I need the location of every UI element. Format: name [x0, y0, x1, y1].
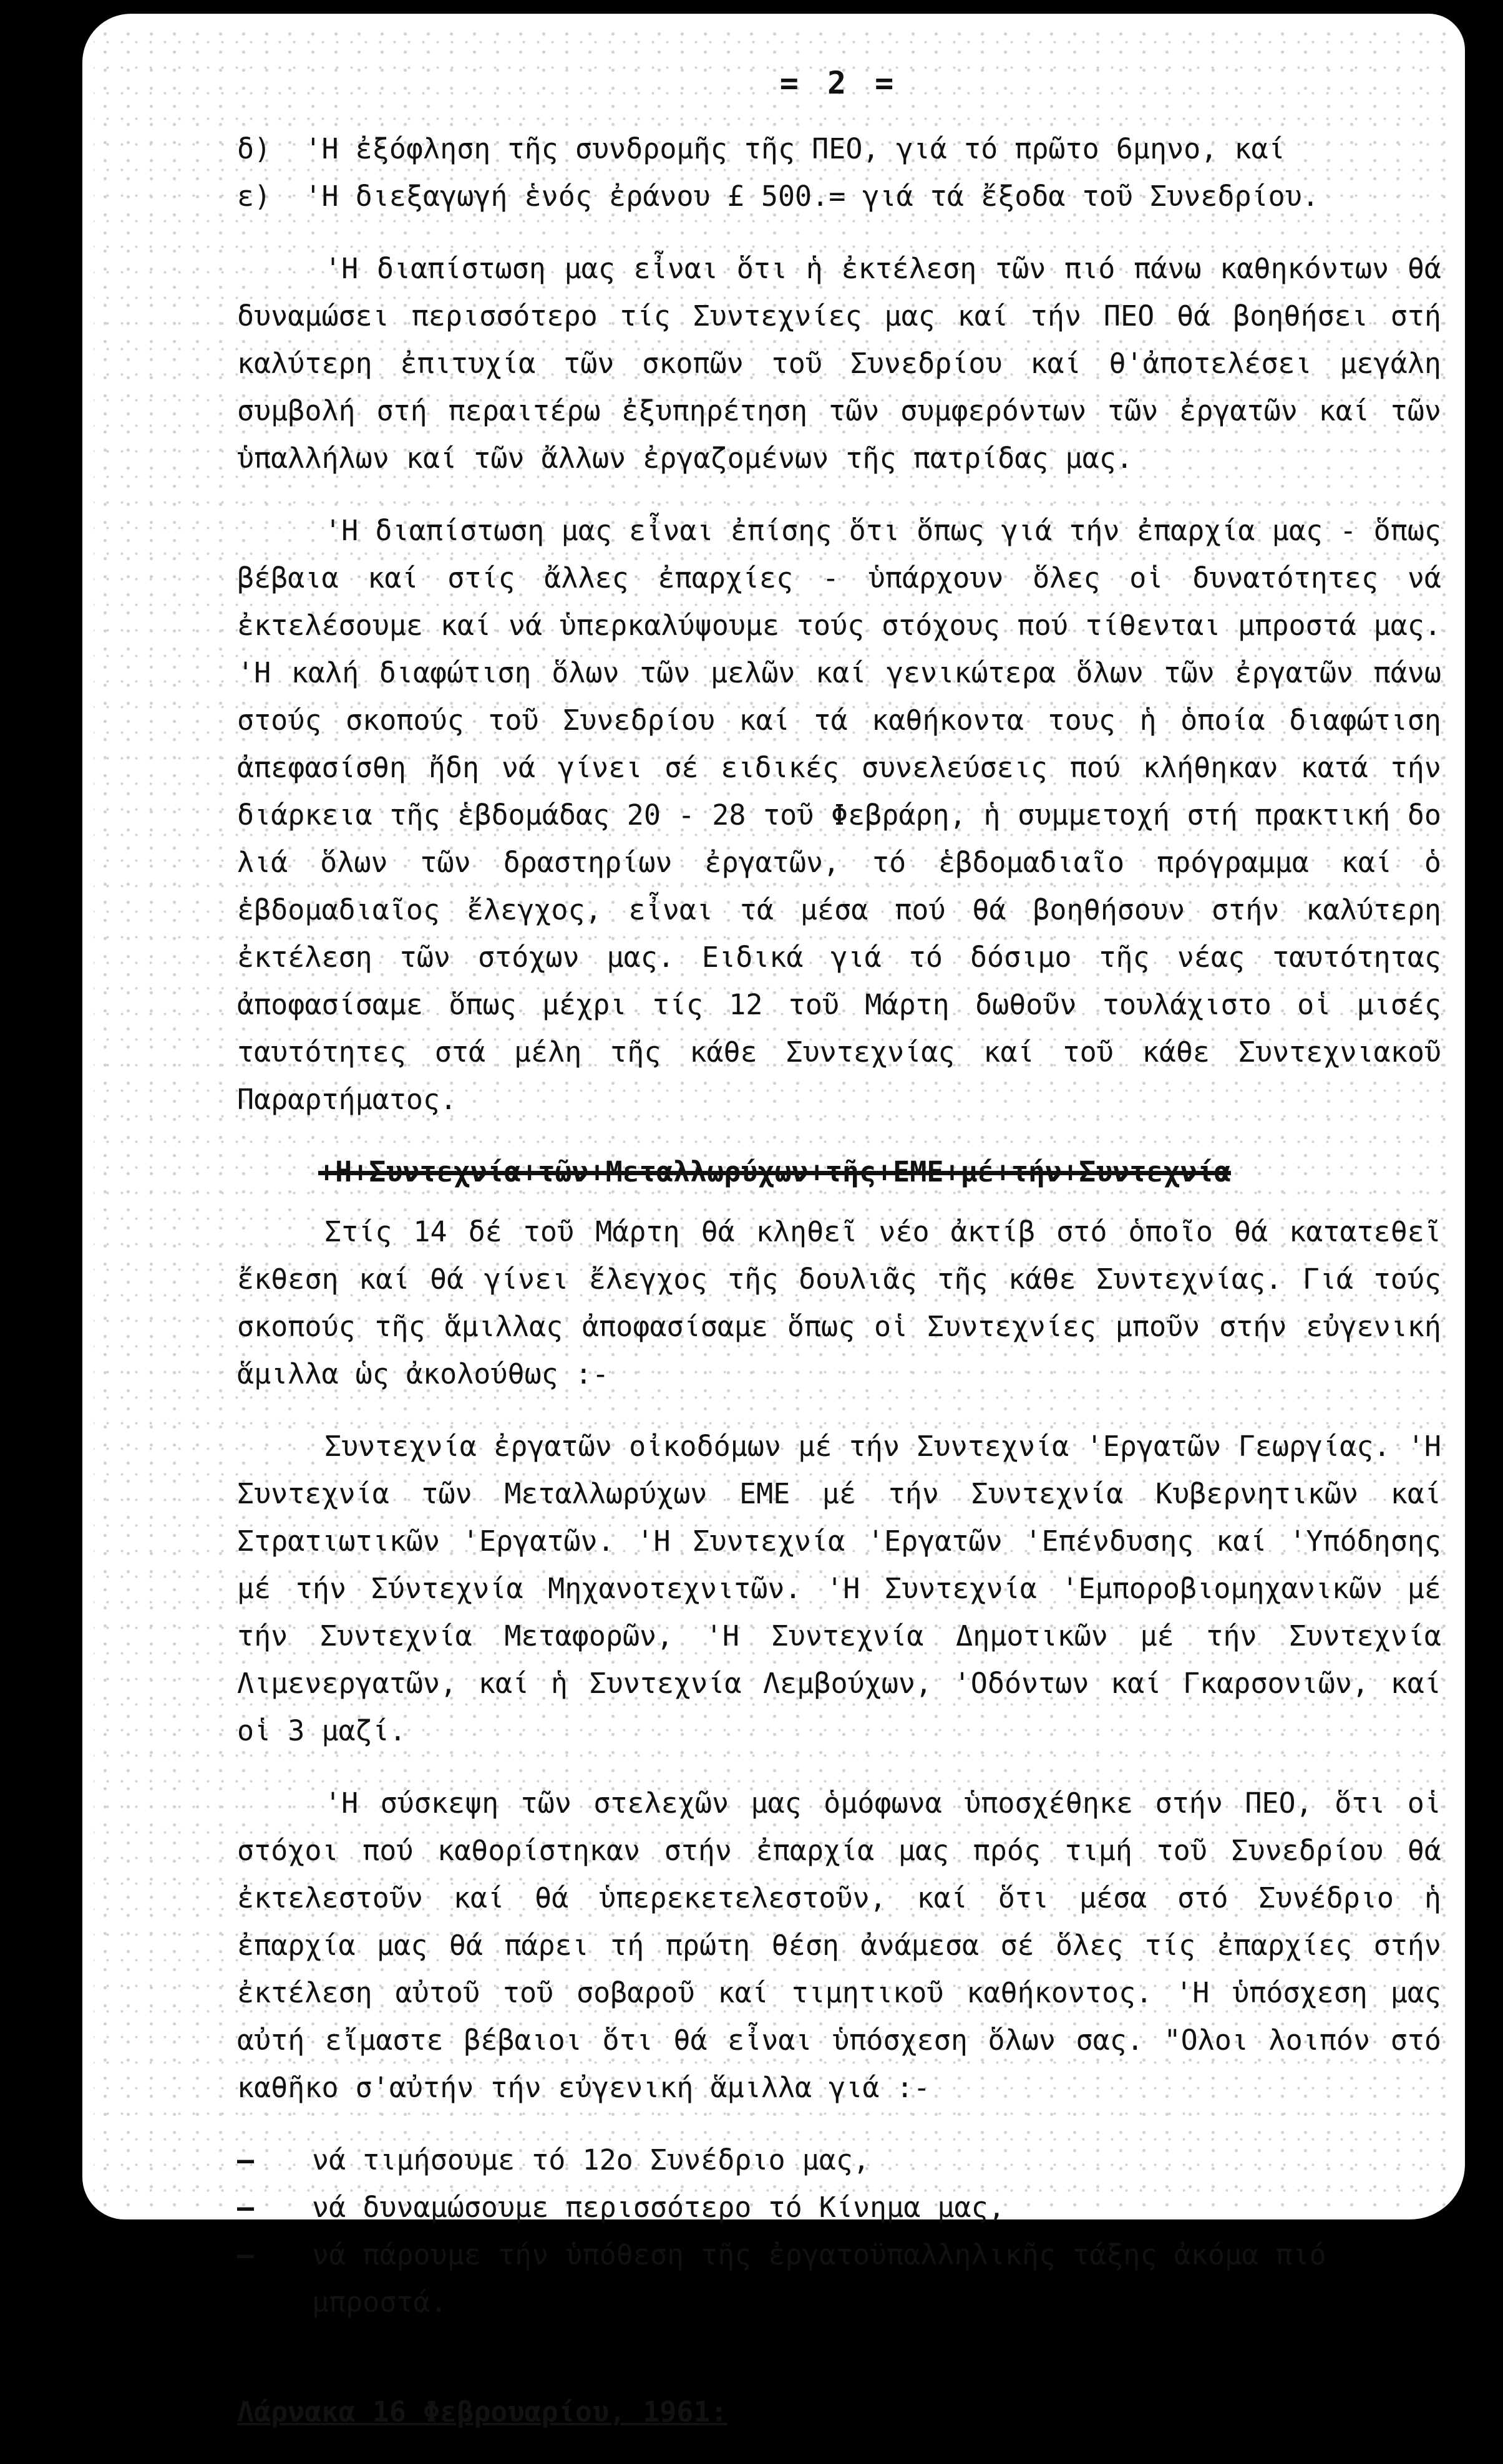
list-item — [237, 2231, 1441, 2326]
paragraph-2: 'Η διαπίστωση μας εἶναι ἐπίσης ὅτι ὅπως γιά τήν ἐπαρχία μας - ὅπως βέβαια καί στίς ἄλλες ἐπαρχίες - ὑπάρχουν ὅλες οἱ δυνατότητες νά ἐκτελέσουμε καί νά ὑπερκαλύψουμε τούς στόχους πού τίθενται μπροστά μας. 'Η καλή διαφώτιση ὅλων τῶν μελῶν καί γενικώτερα ὅλων τῶν ἐργατῶν πάνω στούς σκοπούς τοῦ Συνεδρίου καί τά καθήκοντα τους ἡ ὁποία διαφώτιση ἀπεφασίσθη ἤδη νά γίνει σέ ειδικές συνελεύσεις πού κλήθηκαν κατά τήν διάρκεια τῆς ἑβδομάδας 20 - 28 τοῦ Φεβράρη, ἡ συμμετοχή στή πρακτική δο λιά ὅλων τῶν δραστηρίων ἐργατῶν, τό ἑβδομαδιαῖο πρόγραμμα καί ὁ ἑβδομαδιαῖος ἔλεγχος, εἶναι τά μέσα πού θά βοηθήσουν στήν καλύτερη ἐκτέλεση τῶν στόχων μας. Ειδικά γιά τό δόσιμο τῆς νέας ταυτότητας ἀποφασίσαμε ὅπως μέχρι τίς 12 τοῦ Μάρτη δωθοῦν τουλάχιστο οἱ μισές ταυτότητες στά μέλη τῆς κάθε Συντεχνίας καί τοῦ κάθε Συντεχνιακοῦ Παραρτήματος. — [237, 514, 1441, 1116]
paragraph-5: 'Η σύσκεψη τῶν στελεχῶν μας ὁμόφωνα ὑποσχέθηκε στήν ΠΕΟ, ὅτι οἱ στόχοι πού καθορίστηκαν στήν ἐπαρχία μας πρός τιμή τοῦ Συνεδρίου θά ἐκτελεστοῦν καί θά ὑπερεκετελεστοῦν, καί ὅτι μέσα στό Συνέδριο ἡ ἐπαρχία μας θά πάρει τή πρώτη θέση ἀνάμεσα σέ ὅλες τίς ἐπαρχίες στήν ἐκτέλεση αὐτοῦ τοῦ σοβαροῦ καί τιμητικοῦ καθήκοντος. 'Η ὑπόσχεση μας αὐτή εἴμαστε βέβαιοι ὅτι θά εἶναι ὑπόσχεση ὅλων σας. "Ολοι λοιπόν στό καθῆκο σ'αὐτήν τήν εὐγενική ἅμιλλα γιά :- — [237, 1787, 1441, 2104]
struck-out-line: +Η+Συντεχνία+τῶν+Μεταλλωρύχων+τῆς+ΕΜΕ+μέ+τήν+Συντεχνία — [318, 1155, 1231, 1188]
list-item-text: νά πάρουμε τήν ὑπόθεση τῆς ἐργατοϋπαλληλικῆς τάξης ἀκόμα πιό μπροστά. — [312, 2238, 1326, 2319]
list-item — [237, 2137, 1441, 2184]
document-body — [237, 59, 1441, 2464]
place-date-signoff: Λάρνακα 16 Φεβρουαρίου, 1961: — [237, 2395, 727, 2428]
list-item — [237, 2184, 1441, 2231]
dash-bullet: — — [237, 2143, 255, 2176]
item-text: 'Η ἐξόφληση τῆς συνδρομῆς τῆς ΠΕΟ, γιά τό πρῶτο 6μηνο, καί — [304, 132, 1285, 165]
goals-list — [237, 2137, 1441, 2326]
dash-bullet: — — [237, 2238, 255, 2271]
scan-artifact-blot — [0, 736, 81, 817]
item-e — [237, 173, 1441, 220]
item-d — [237, 125, 1441, 173]
paragraph-4: Συντεχνία ἐργατῶν οἰκοδόμων μέ τήν Συντεχνία 'Εργατῶν Γεωργίας. 'Η Συντεχνία τῶν Μεταλλωρύχων ΕΜΕ μέ τήν Συντεχνία Κυβερνητικῶν καί Στρατιωτικῶν 'Εργατῶν. 'Η Συντεχνία 'Εργατῶν 'Επένδυσης καί 'Υπόδησης μέ τήν Σύντεχνία Μηχανοτεχνιτῶν. 'Η Συντεχνία 'Εμποροβιομηχανικῶν μέ τήν Συντεχνία Μεταφορῶν, 'Η Συντεχνία Δημοτικῶν μέ τήν Συντεχνία Λιμενεργατῶν, καί ἡ Συντεχνία Λεμβούχων, 'Οδόντων καί Γκαρσονιῶν, καί οἱ 3 μαζί. — [237, 1430, 1441, 1747]
paragraph-1: 'Η διαπίστωση μας εἶναι ὅτι ἡ ἐκτέλεση τῶν πιό πάνω καθηκόντων θά δυναμώσει περισσότερο τίς Συντεχνίες μας καί τήν ΠΕΟ θά βοηθήσει στή καλύτερη ἐπιτυχία τῶν σκοπῶν τοῦ Συνεδρίου καί θ'ἀποτελέσει μεγάλη συμβολή στή περαιτέρω ἐξυπηρέτηση τῶν συμφερόντων τῶν ἐργατῶν καί τῶν ὑπαλλήλων καί τῶν ἄλλων ἐργαζομένων τῆς πατρίδας μας. — [237, 252, 1441, 475]
list-item-text: νά τιμήσουμε τό 12ο Συνέδριο μας, — [312, 2143, 870, 2176]
paragraph-3: Στίς 14 δέ τοῦ Μάρτη θά κληθεῖ νέο ἀκτίβ στό ὁποῖο θά κατατεθεῖ ἔκθεση καί θά γίνει ἔλεγχος τῆς δουλιᾶς τῆς κάθε Συντεχνίας. Γιά τούς σκοπούς τῆς ἅμιλλας ἀποφασίσαμε ὅπως οἱ Συντεχνίες μποῦν στήν εὐγενική ἅμιλλα ὡς ἀκολούθως :- — [237, 1215, 1441, 1390]
list-item-text: νά δυναμώσουμε περισσότερο τό Κίνημα μας, — [312, 2191, 1005, 2224]
item-label: δ) — [237, 132, 271, 165]
item-text: 'Η διεξαγωγή ἑνός ἐράνου £ 500.= γιά τά ἔξοδα τοῦ Συνεδρίου. — [304, 180, 1319, 213]
item-label: ε) — [237, 180, 271, 213]
dash-bullet: — — [237, 2191, 255, 2224]
page-number: = 2 = — [779, 65, 899, 101]
